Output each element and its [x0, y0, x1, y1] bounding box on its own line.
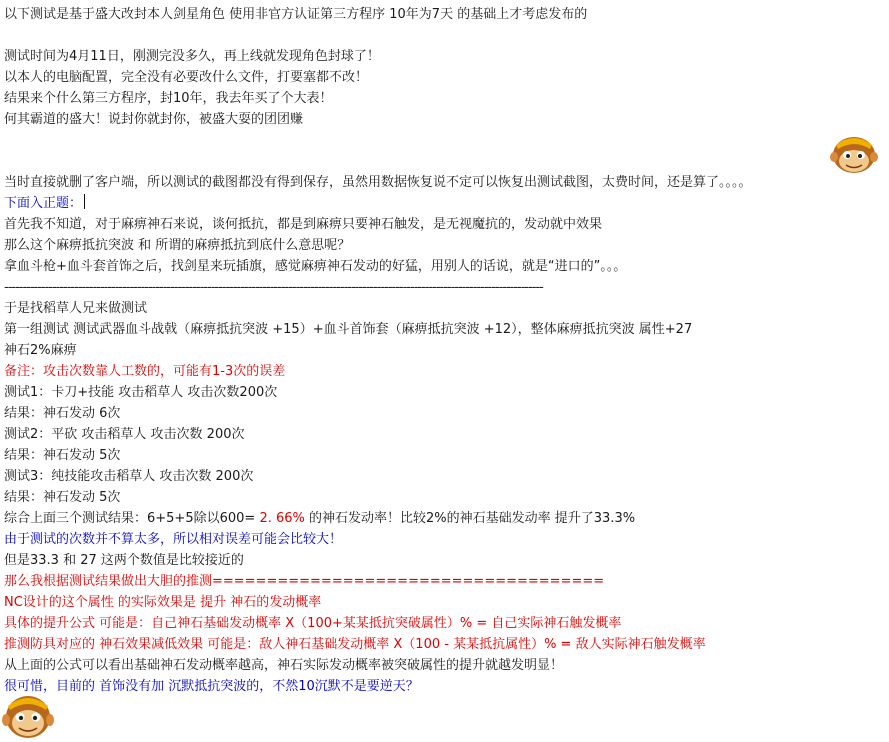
guess-line: NC设计的这个属性 的实际效果是 提升 神石的发动概率 — [4, 595, 322, 610]
spacer — [4, 25, 884, 46]
formula-conclusion-line: 从上面的公式可以看出基础神石发动概率越高，神石实际发动概率被突破属性的提升就越发明显！ — [4, 658, 564, 673]
test-line: 测试3：纯技能攻击稻草人 攻击次数 200次 — [4, 469, 254, 484]
spacer — [4, 130, 884, 151]
test-intro-line: 于是找稻草人兄来做测试 — [4, 301, 148, 316]
summary-text: 的神石发动率！比较2%的神石基础发动率 提升了33.3% — [304, 511, 636, 526]
test-line: 测试1：卡刀+技能 攻击稻草人 攻击次数200次 — [4, 385, 278, 400]
guess-heading: 那么我根据测试结果做出大胆的推测==================================== — [4, 574, 605, 589]
test-line: 测试2：平砍 攻击稻草人 攻击次数 200次 — [4, 427, 245, 442]
note-line: 备注：攻击次数靠人工数的，可能有1-3次的误差 — [4, 364, 286, 379]
final-line: 很可惜，目前的 首饰没有加 沉默抵抗突波的，不然10沉默不是要逆天？ — [4, 679, 419, 694]
forum-post-body — [4, 4, 884, 697]
story-line: 以本人的电脑配置，完全没有必要改什么文件，打要塞都不改！ — [4, 70, 369, 85]
intro-line: 以下测试是基于盛大改封本人剑星角色 使用非官方认证第三方程序 10年为7天 的基础上才考虑发布的 — [4, 7, 588, 22]
result-line: 结果：神石发动 5次 — [4, 448, 121, 463]
summary-line — [4, 508, 884, 529]
test-intro-line: 第一组测试 测试武器血斗战戟（麻痹抵抗突波 +15）+血斗首饰套（麻痹抵抗突波 +12），整体麻痹抵抗突波 属性+27 — [4, 322, 693, 337]
topic-label: 下面入正题： — [4, 196, 83, 211]
story-line: 结果来个什么第三方程序，封10年，我去年买了个大表！ — [4, 91, 333, 106]
guess-line: 推测防具对应的 神石效果减低效果 可能是：敌人神石基础发动概率 X（100 - 某某抵抗属性）% = 敌人实际神石触发概率 — [4, 637, 706, 652]
question-line: 首先我不知道，对于麻痹神石来说，谈何抵抗，都是到麻痹只要神石触发，是无视魔抗的，发动就中效果 — [4, 217, 603, 232]
test-intro-line: 神石2%麻痹 — [4, 343, 77, 358]
monkey-emoticon-icon — [830, 133, 878, 175]
summary-rate: 2. 66% — [259, 511, 305, 526]
error-note-line: 由于测试的次数并不算太多，所以相对误差可能会比较大！ — [4, 532, 343, 547]
deleted-client-line: 当时直接就删了客户端，所以测试的截图都没有得到保存，虽然用数据恢复说不定可以恢复出测试截图，太费时间，还是算了。。。。 — [4, 175, 752, 190]
monkey-emoticon-icon — [2, 690, 54, 740]
summary-text: 综合上面三个测试结果：6+5+5除以600= — [4, 511, 260, 526]
close-note-line: 但是33.3 和 27 这两个数值是比较接近的 — [4, 553, 244, 568]
guess-line: 具体的提升公式 可能是：自己神石基础发动概率 X（100+某某抵抗突破属性）% = 自己实际神石触发概率 — [4, 616, 622, 631]
topic-line[interactable] — [4, 193, 884, 214]
story-line: 何其霸道的盛大！说封你就封你，被盛大耍的团团赚 — [4, 112, 304, 127]
result-line: 结果：神石发动 5次 — [4, 490, 121, 505]
story-line: 测试时间为4月11日，刚测完没多久，再上线就发现角色封球了！ — [4, 49, 380, 64]
result-line: 结果：神石发动 6次 — [4, 406, 121, 421]
question-line: 那么这个麻痹抵抗突波 和 所谓的麻痹抵抗到底什么意思呢？ — [4, 238, 351, 253]
question-line: 拿血斗枪+血斗套首饰之后，找剑星来玩插旗，感觉麻痹神石发动的好猛，用别人的话说，就是“进口的”。。。 — [4, 259, 627, 274]
dashed-divider: -------------------------------------------------------------------------------------------------------------------------------------------------- — [4, 280, 543, 295]
text-cursor — [84, 194, 85, 209]
spacer — [4, 151, 884, 172]
